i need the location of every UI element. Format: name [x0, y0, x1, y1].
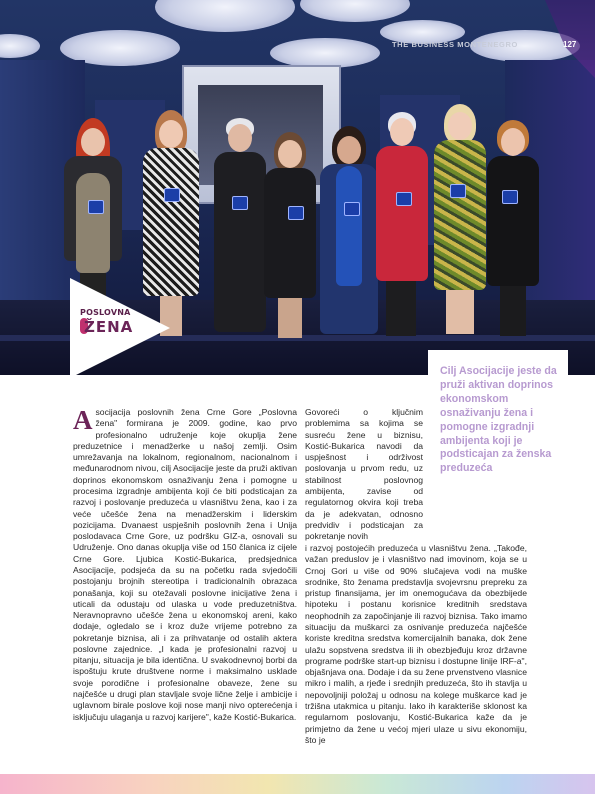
bottom-color-band	[0, 774, 595, 794]
ceiling-light	[0, 34, 40, 58]
article-text-3: i razvoj postojećih preduzeća u vlasništvu žena. „Takođe, važan preduslov je i vlasništvo nad imovinom, koja se u Crnoj Gori u više od 90% slučajeva vodi na muške srodnike, što ženama predstavlja svojevrsnu prepreku za pristup finansijama, jer im onemogućava da obezbijede hipoteku i postanu korisnice kreditnih sredstava neophodnih za započinjanje ili razvoj biznisa. Tako imamo situaciju da muškarci za osnivanje preduzeća najčešće koriste kreditna sredstva komercijalnih banaka, dok žene ulažu sopstvena sredstva ili ih obezbjeđuju kroz državne programe podrške start-up biznisu i dostupne linije IRF-a", objašnjava ona. Dodaje i da su žene prvenstveno vlasnice mikro i malih, a rjeđe i srednjih preduzeća, što ih stavlja u nepovoljniji položaj u odnosu na kolege muškarce kad je tržišna utakmica u pitanju. Iako ih karakteriše sklonost ka regularnom poslovanju, Kostić-Bukarica kaže da je primjetno da žene u većoj mjeri ulaze u sivu ekonomiju, što je	[305, 543, 527, 745]
pull-quote: Cilj Asocijacije jeste da pruži aktivan doprinos ekonomskom osnaživanju žena i pomogne izgradnji ambijenta koji je podsticajan za ženska preduzeća	[440, 365, 557, 475]
poslovna-zena-logo	[80, 306, 134, 344]
logo-line-1: POSLOVNA	[80, 308, 131, 317]
logo-line-2: ŽENA	[84, 318, 134, 336]
ceiling-light	[300, 0, 410, 22]
publication-name: THE BUSINESS MONTENEGRO	[392, 40, 518, 49]
person	[482, 120, 544, 340]
ceiling-light	[270, 38, 380, 68]
article-column-2	[305, 407, 423, 542]
article-column-3	[305, 543, 527, 746]
article-text-1: socijacija poslovnih žena Crne Gore „Poslovna žena" formirana je 2009. godine, kao prvo profesionalno udruženje koje okuplja žene preduzetnice i menadžerke u našoj zemlji. Osim umrežavanja na lokalnom, regionalnom, nacionalnom i međunarodnom nivou, cilj Asocijacije jeste da pruži aktivan doprinos ekonomskom osnaživanju žena i pomogne u procesima izgradnje ambijenta koji će biti podsticajan za razvoj i poslovanje preduzeća u vlasništvu žena, kao i za veće učešće žena na menadžerskim i liderskim pozicijama. Dvanaest uspješnih poslovnih žena i Unija poslodavaca Crne Gore, uz podršku GIZ-a, osnovali su Udruženje. Ono danas okuplja više od 150 članica iz cijele Crne Gore. Ljubica Kostić-Bukarica, predsjednica Asocijacije, podsjeća da su na početku rada svjedočili postojanju brojnih stereotipa i tradicionalnih obrazaca ponašanja, koji su otežavali poslovne inicijative žena i uticali da odustaju od ulaska u vode preduzetništva. Neravnopravno učešće žena u ekonomskoj areni, kako dodaje, ogledalo se i kroz duže vrijeme potrebno za pokretanje biznisa, ali i za prihvatanje od ostalih aktera poslovne zajednice. „I kada je profesionalni razvoj u pitanju, situacija je bila identična. U svakodnevnoj borbi da ispoštuju krute društvene norme i maksimalno usklade svoje porodične i profesionalne obaveze, žene su najčešće u drugi plan stavljale svoje lične želje i ambicije i uglavnom birale poslove koji nose manji nivo opterećenja i isključuju ulaganja u razvoj karijere", kaže Kostić-Bukarica.	[73, 407, 297, 722]
event-photo	[0, 0, 595, 375]
article-text-2: Govoreći o ključnim problemima sa kojima se susreću žene u biznisu, Kostić-Bukarica navodi da uspješnost i održivost poslovanja u prvom redu, uz stabilnost poslovnog ambijenta, zavise od regulatornog okvira koji treba da je adekvatan, odnosno predvidiv i podsticajan za pokretanje novih	[305, 407, 423, 542]
article-column-1	[73, 407, 297, 723]
ceiling-light	[155, 0, 295, 32]
person	[258, 132, 322, 342]
drop-cap: A	[73, 405, 93, 435]
person	[370, 112, 434, 338]
page-number: 127	[563, 40, 577, 49]
